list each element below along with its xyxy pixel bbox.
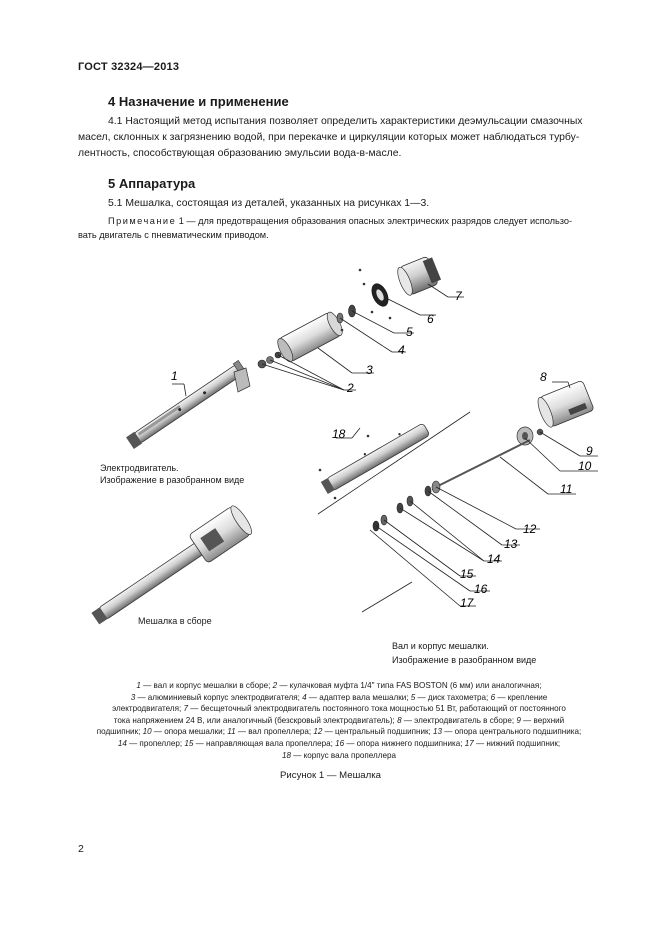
legend-line-6 (84, 738, 594, 750)
legend-text-10: — опора мешалки; (151, 727, 228, 737)
legend-num-14: 14 (117, 738, 127, 748)
note-line-2: вать двигатель с пневматическим приводом. (78, 230, 269, 240)
legend-num-15: 15 (184, 738, 194, 748)
legend-num-5: 5 (410, 692, 416, 702)
legend-text-4: — адаптер вала мешалки; (306, 692, 411, 702)
section-5-title: 5 Аппаратура (108, 176, 196, 191)
label-6: 6 (427, 312, 434, 326)
section-4-title: 4 Назначение и применение (108, 94, 289, 109)
label-17: 17 (460, 596, 474, 610)
legend-text-12: — центральный подшипник; (322, 727, 434, 737)
label-2: 2 (347, 381, 354, 395)
legend-text-14: — пропеллер; (126, 738, 185, 748)
legend-text-2: — кулачковая муфта 1/4" типа FAS BOSTON (6 мм) или аналогичная; (277, 681, 542, 690)
legend-num-16: 16 (335, 738, 345, 748)
legend-num-13: 13 (433, 727, 443, 737)
label-14: 14 (487, 552, 501, 566)
caption-shaft-2: Изображение в разобранном виде (392, 655, 537, 665)
note-text-1: 1 — для предотвращения образования опасных электрических разрядов следует использо- (178, 216, 573, 226)
caption-motor-1: Электродвигатель. (100, 463, 179, 473)
legend-line-4 (84, 715, 594, 727)
legend-num-1: 1 (136, 681, 141, 690)
part-3-motor-housing (275, 310, 345, 364)
legend-text-15: — направляющая вала пропеллера; (193, 738, 336, 748)
legend-text-7: — бесщеточный электродвигатель постоянного тока мощностью 51 Вт, работающий от постоянного (188, 704, 566, 714)
caption-assembled: Мешалка в сборе (138, 616, 212, 626)
legend-num-4: 4 (302, 692, 307, 702)
legend-num-2: 2 (272, 681, 278, 690)
legend-text-13: — опора центрального подшипника; (442, 727, 582, 737)
label-3: 3 (366, 363, 373, 377)
label-9: 9 (586, 444, 593, 458)
part-11-propeller-shaft (438, 440, 530, 486)
legend-text-6: — крепление (495, 692, 548, 702)
label-11: 11 (560, 482, 573, 496)
legend-num-9: 9 (516, 715, 521, 725)
label-13: 13 (504, 537, 518, 551)
section-4-line-2: масел, склонных к загрязнению водой, при перекачке и циркуляции которых может наблюдаться турбу- (78, 132, 580, 143)
label-16: 16 (474, 582, 488, 596)
caption-motor-2: Изображение в разобранном виде (100, 475, 245, 485)
label-15: 15 (460, 567, 474, 581)
legend-num-3: 3 (130, 692, 136, 702)
parts-4-5-6-adapters (337, 269, 391, 332)
page-number: 2 (78, 843, 84, 855)
legend-num-12: 12 (313, 727, 323, 737)
legend-text-18: — корпус вала пропеллера (291, 750, 396, 760)
legend-line-3 (84, 703, 594, 715)
note-label: Примечание (108, 216, 177, 226)
section-4-line-1: 4.1 Настоящий метод испытания позволяет определить характеристики деэмульсации смазочных (108, 116, 583, 127)
legend-num-6: 6 (490, 692, 496, 702)
legend-text-7b: тока напряжением 24 В, или аналогичный (безскровый электродвигатель); (113, 715, 398, 725)
part-1-shaft-housing (125, 360, 250, 449)
label-10: 10 (578, 459, 592, 473)
legend-num-18: 18 (281, 750, 291, 760)
legend-text-9: — верхний (520, 715, 565, 725)
document-header: ГОСТ 32324—2013 (78, 61, 180, 73)
legend-num-17: 17 (464, 738, 474, 748)
part-8-motor-assembly (535, 380, 594, 429)
legend-text-5: — диск тахометра; (415, 692, 491, 702)
legend-text-1: — вал и корпус мешалки в сборе; (140, 681, 273, 690)
assembled-stirrer (86, 503, 255, 632)
legend-line-1 (84, 680, 594, 692)
legend-text-9b: подшипник; (96, 727, 143, 737)
figure-title: Рисунок 1 — Мешалка (280, 770, 381, 781)
legend-line-2 (84, 692, 594, 704)
label-18: 18 (332, 427, 346, 441)
part-2-couplings (258, 352, 281, 368)
label-4: 4 (398, 343, 405, 357)
legend-line-5 (84, 726, 594, 738)
legend-num-7: 7 (183, 704, 189, 714)
section-5-para: 5.1 Мешалка, состоящая из деталей, указанных на рисунках 1—3. (108, 198, 430, 209)
parts-12-17-lower-bearings (373, 481, 440, 531)
legend-text-8: — электродвигатель в сборе; (401, 715, 517, 725)
legend-num-10: 10 (142, 727, 152, 737)
figure-legend (84, 680, 594, 761)
legend-num-11: 11 (227, 727, 236, 737)
part-7-brushless-motor (395, 255, 442, 297)
section-4-line-3: лентность, способствующая образованию эмульсии вода-в-масле. (78, 148, 402, 159)
label-8: 8 (540, 370, 547, 384)
legend-text-6b: электродвигателя; (112, 704, 184, 714)
label-7: 7 (455, 289, 462, 303)
legend-text-16: — опора нижнего подшипника; (344, 738, 465, 748)
legend-line-7 (84, 750, 594, 762)
legend-num-8: 8 (397, 715, 402, 725)
legend-text-17: — нижний подшипник; (473, 738, 561, 748)
caption-shaft-1: Вал и корпус мешалки. (392, 641, 489, 651)
label-12: 12 (523, 522, 537, 536)
label-5: 5 (406, 325, 413, 339)
label-1: 1 (171, 369, 178, 383)
legend-text-11: — вал пропеллера; (235, 727, 314, 737)
legend-text-3: — алюминиевый корпус электродвигателя; (135, 692, 303, 702)
